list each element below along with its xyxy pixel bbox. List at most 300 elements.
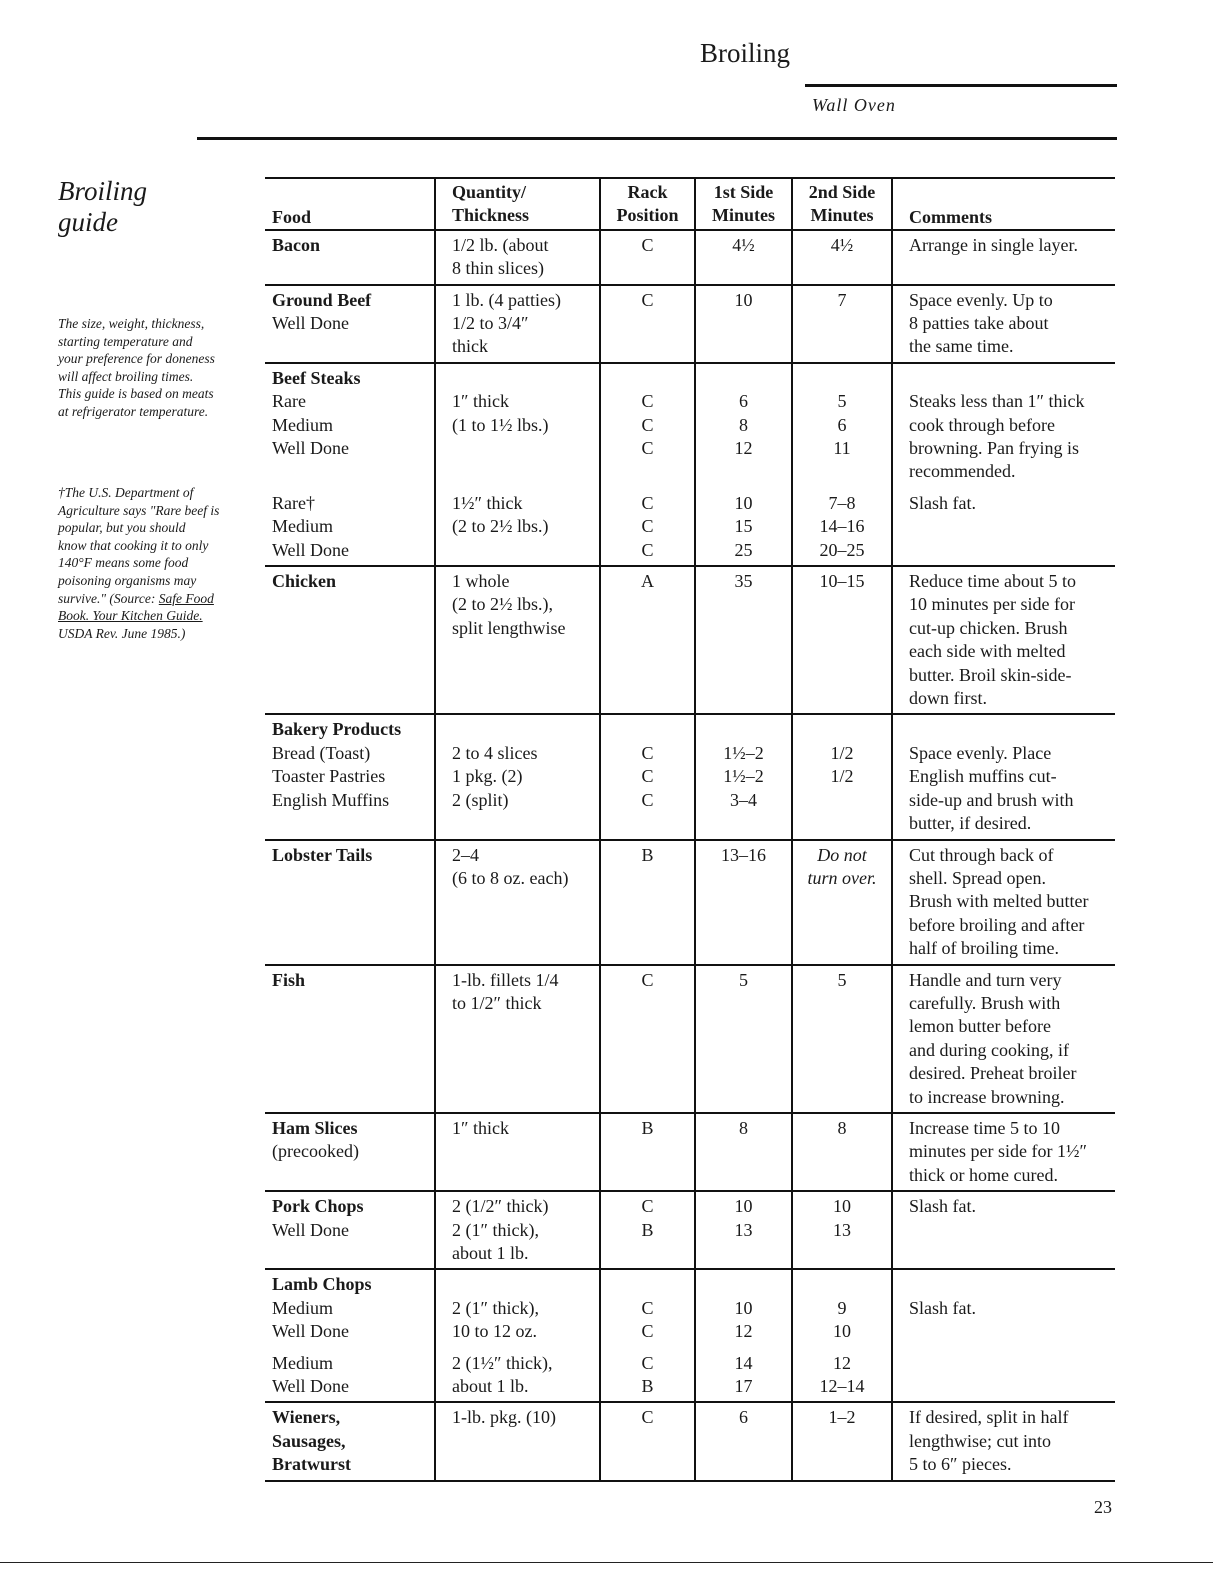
- cell-line: Reduce time about 5 to: [909, 571, 1076, 592]
- cell-line: cut-up chicken. Brush: [909, 617, 1068, 638]
- note-line: popular, but you should: [58, 520, 186, 536]
- cell-line: [607, 460, 688, 483]
- cell-line: [452, 1273, 593, 1296]
- note-line: know that cooking it to only: [58, 537, 209, 553]
- cell-line: 10: [734, 289, 753, 310]
- rack-position-cell: [600, 714, 695, 839]
- cell-line: Medium: [272, 1352, 333, 1373]
- cell-line: 4½: [830, 234, 854, 255]
- cell-line: 1½–2: [723, 766, 764, 787]
- table-row: [265, 840, 1115, 965]
- cell-line: 10: [734, 492, 753, 513]
- cell-line: (1 to 1½ lbs.): [452, 414, 549, 435]
- line-gap: [799, 484, 885, 492]
- table-row: [265, 1113, 1115, 1191]
- note-line: †The U.S. Department of: [58, 485, 194, 500]
- comments-cell: [892, 1269, 1115, 1402]
- cell-line: split lengthwise: [452, 617, 566, 638]
- note-line: This guide is based on meats: [58, 386, 214, 402]
- first-side-minutes-cell: [695, 1191, 792, 1269]
- cell-line: 1/2 to 3/4″: [452, 313, 529, 333]
- rack-position-cell: [600, 840, 695, 965]
- food-cell: [265, 714, 435, 839]
- cell-line: 7: [837, 289, 847, 310]
- cell-line: 1-lb. pkg. (10): [452, 1407, 556, 1428]
- second-side-minutes-cell: [792, 1191, 892, 1269]
- cell-line: recommended.: [909, 461, 1016, 482]
- cell-line: Handle and turn very: [909, 969, 1062, 990]
- food-cell: [265, 840, 435, 965]
- cell-line: Well Done: [272, 313, 350, 333]
- cell-line: Well Done: [272, 438, 350, 459]
- cell-line: [909, 515, 1109, 538]
- cell-line: lengthwise; cut into: [909, 1430, 1051, 1451]
- note-line: poisoning organisms may: [58, 572, 197, 588]
- cell-line: 1 lb. (4 patties): [452, 289, 561, 310]
- cell-line: C: [641, 414, 654, 435]
- second-side-minutes-cell: [792, 566, 892, 714]
- cell-line: minutes per side for 1½″: [909, 1141, 1087, 1162]
- section-heading-line2: guide: [58, 207, 118, 237]
- cell-line: desired. Preheat broiler: [909, 1063, 1077, 1084]
- cell-line: [452, 539, 593, 562]
- cell-line: Rare†: [272, 492, 315, 513]
- cell-line: C: [641, 516, 654, 537]
- table-body: [265, 230, 1115, 1481]
- cell-line: 2 to 4 slices: [452, 742, 538, 763]
- title-rule: [805, 84, 1117, 87]
- line-gap: [909, 484, 1109, 492]
- cell-line: [799, 1273, 885, 1296]
- cell-line: 2 (split): [452, 789, 509, 810]
- cell-line: 1–2: [828, 1407, 856, 1428]
- cell-line: 5: [837, 391, 847, 412]
- quantity-cell: [435, 566, 600, 714]
- cell-line: 13: [734, 1219, 753, 1240]
- rack-position-cell: [600, 566, 695, 714]
- cell-line: Slash fat.: [909, 492, 976, 513]
- rack-position-cell: [600, 1191, 695, 1269]
- cell-line: 25: [734, 539, 753, 560]
- comments-cell: [892, 840, 1115, 965]
- rack-position-cell: [600, 285, 695, 363]
- header-rack: [600, 178, 695, 230]
- cell-line: 20–25: [819, 539, 865, 560]
- cell-line: shell. Spread open.: [909, 867, 1046, 888]
- quantity-cell: [435, 965, 600, 1113]
- cell-line: (precooked): [272, 1141, 359, 1162]
- rack-position-cell: [600, 363, 695, 566]
- cell-line: [702, 718, 785, 741]
- cell-line: browning. Pan frying is: [909, 438, 1079, 459]
- cell-line: Well Done: [272, 539, 350, 560]
- cell-line: Increase time 5 to 10: [909, 1117, 1060, 1138]
- first-side-minutes-cell: [695, 566, 792, 714]
- cell-line: 1/2 lb. (about: [452, 234, 549, 255]
- food-cell: [265, 1113, 435, 1191]
- note-line: will affect broiling times.: [58, 368, 194, 384]
- cell-line: 4½: [732, 234, 755, 255]
- food-cell: [265, 965, 435, 1113]
- cell-line: 17: [734, 1376, 753, 1397]
- cell-line: Toaster Pastries: [272, 766, 386, 787]
- cell-line: Bratwurst: [272, 1454, 351, 1475]
- header-line: Quantity/: [452, 182, 527, 202]
- table-header-row: [265, 178, 1115, 230]
- comments-cell: [892, 714, 1115, 839]
- cell-line: [799, 718, 885, 741]
- cell-line: (2 to 2½ lbs.),: [452, 594, 553, 615]
- table-row: [265, 1191, 1115, 1269]
- cell-line: C: [641, 1321, 654, 1342]
- cell-line: half of broiling time.: [909, 938, 1059, 959]
- cell-line: 13: [833, 1219, 851, 1240]
- food-cell: [265, 230, 435, 285]
- header-rule: [197, 137, 1117, 140]
- broiling-guide-table: [265, 177, 1115, 1482]
- cell-line: butter. Broil skin-side-: [909, 664, 1072, 685]
- quantity-cell: [435, 285, 600, 363]
- cell-line: 15: [734, 516, 753, 537]
- cell-line: Medium: [272, 516, 333, 537]
- quantity-cell: [435, 1269, 600, 1402]
- table-row: [265, 566, 1115, 714]
- usda-footnote: [58, 484, 238, 642]
- header-line: 2nd Side: [808, 182, 876, 202]
- header-line: 1st Side: [713, 182, 774, 202]
- cell-line: turn over.: [807, 867, 877, 888]
- food-cell: [265, 363, 435, 566]
- line-gap: [272, 484, 428, 492]
- table-row: [265, 1269, 1115, 1402]
- cell-line: [909, 539, 1109, 562]
- cell-line: 1 pkg. (2): [452, 766, 523, 787]
- cell-line: carefully. Brush with: [909, 992, 1061, 1013]
- cell-line: C: [641, 438, 654, 459]
- cell-line: Slash fat.: [909, 1196, 976, 1217]
- cell-line: C: [641, 492, 654, 513]
- comments-cell: [892, 285, 1115, 363]
- cell-line: 1½–2: [723, 742, 764, 763]
- cell-line: C: [641, 1407, 654, 1428]
- cell-line: [909, 367, 1109, 390]
- cell-line: 2 (1½″ thick),: [452, 1352, 553, 1373]
- cell-line: 2 (1/2″ thick): [452, 1196, 549, 1217]
- cell-line: 10–15: [819, 571, 865, 592]
- cell-line: If desired, split in half: [909, 1407, 1069, 1428]
- cell-line: 10 to 12 oz.: [452, 1321, 537, 1342]
- cell-line: [702, 460, 785, 483]
- cell-line: (2 to 2½ lbs.): [452, 516, 549, 537]
- note-line: starting temperature and: [58, 333, 193, 349]
- cell-line: [909, 718, 1109, 741]
- cell-line: Lobster Tails: [272, 844, 373, 865]
- line-gap: [272, 1344, 428, 1352]
- cell-line: C: [641, 234, 654, 255]
- rack-position-cell: [600, 1269, 695, 1402]
- cell-line: 7–8: [828, 492, 856, 513]
- note-line: 140°F means some food: [58, 555, 189, 571]
- line-gap: [799, 1344, 885, 1352]
- cell-line: Well Done: [272, 1376, 350, 1397]
- note-line: your preference for doneness: [58, 351, 215, 367]
- first-side-minutes-cell: [695, 1269, 792, 1402]
- cell-line: Fish: [272, 969, 306, 990]
- note-line: Agriculture says "Rare beef is: [58, 502, 220, 518]
- cell-line: C: [641, 1297, 654, 1318]
- quantity-cell: [435, 714, 600, 839]
- cell-line: Bread (Toast): [272, 742, 371, 763]
- cell-line: 1/2: [830, 742, 854, 763]
- cell-line: A: [641, 571, 654, 592]
- cell-line: 1½″ thick: [452, 492, 523, 513]
- cell-line: B: [641, 844, 654, 865]
- cell-line: (6 to 8 oz. each): [452, 867, 569, 888]
- cell-line: [702, 367, 785, 390]
- sidebar-note: [58, 315, 238, 421]
- cell-line: Medium: [272, 1297, 333, 1318]
- line-gap: [607, 1344, 688, 1352]
- quantity-cell: [435, 1191, 600, 1269]
- second-side-minutes-cell: [792, 840, 892, 965]
- cell-line: Arrange in single layer.: [909, 234, 1078, 255]
- cell-line: and during cooking, if: [909, 1039, 1069, 1060]
- cell-line: 6: [739, 391, 748, 412]
- cell-line: Bacon: [272, 234, 321, 255]
- cell-line: [799, 460, 885, 483]
- cell-line: 6: [837, 414, 847, 435]
- section-heading-line1: Broiling: [58, 176, 148, 206]
- line-gap: [452, 484, 593, 492]
- rack-position-cell: [600, 230, 695, 285]
- cell-line: 10 minutes per side for: [909, 594, 1075, 615]
- comments-cell: [892, 1113, 1115, 1191]
- header-comments: Comments: [892, 178, 1115, 230]
- comments-cell: [892, 1402, 1115, 1480]
- note-line: The size, weight, thickness,: [58, 316, 205, 331]
- cell-line: B: [641, 1219, 654, 1240]
- cell-line: English muffins cut-: [909, 766, 1057, 787]
- second-side-minutes-cell: [792, 965, 892, 1113]
- rack-position-cell: [600, 965, 695, 1113]
- rack-position-cell: [600, 1402, 695, 1480]
- cell-line: 1″ thick: [452, 391, 509, 412]
- table-row: [265, 285, 1115, 363]
- header-first-side: [695, 178, 792, 230]
- cell-line: [452, 460, 593, 483]
- cell-line: C: [641, 789, 654, 810]
- cell-line: 12: [833, 1352, 851, 1373]
- cell-line: Beef Steaks: [272, 367, 361, 388]
- header-line: Thickness: [452, 205, 530, 226]
- quantity-cell: [435, 1402, 600, 1480]
- second-side-minutes-cell: [792, 1113, 892, 1191]
- cell-line: Wieners,: [272, 1407, 341, 1428]
- cell-line: [607, 718, 688, 741]
- cell-line: B: [641, 1376, 654, 1397]
- cell-line: to 1/2″ thick: [452, 992, 542, 1013]
- quantity-cell: [435, 1113, 600, 1191]
- quantity-cell: [435, 363, 600, 566]
- cell-line: 10: [734, 1196, 753, 1217]
- cell-line: Chicken: [272, 571, 337, 592]
- bottom-rule: [0, 1562, 1213, 1563]
- cell-line: C: [641, 742, 654, 763]
- cell-line: C: [641, 539, 654, 560]
- cell-line: each side with melted: [909, 641, 1066, 662]
- header-line: Minutes: [810, 205, 874, 226]
- cell-line: about 1 lb.: [452, 1376, 529, 1397]
- line-gap: [452, 1344, 593, 1352]
- line-gap: [702, 484, 785, 492]
- cell-line: 10: [833, 1321, 851, 1342]
- cell-line: C: [641, 391, 654, 412]
- cell-line: 1-lb. fillets 1/4: [452, 969, 559, 990]
- cell-line: 11: [833, 438, 851, 459]
- section-heading: [58, 176, 147, 238]
- cell-line: 8: [739, 414, 748, 435]
- cell-line: thick or home cured.: [909, 1164, 1058, 1185]
- line-gap: [607, 484, 688, 492]
- cell-line: [799, 367, 885, 390]
- note-line: Book. Your Kitchen Guide.: [58, 608, 203, 624]
- cell-line: C: [641, 289, 654, 310]
- cell-line: 12: [734, 438, 753, 459]
- cell-line: B: [641, 1117, 654, 1138]
- cell-line: 5: [739, 969, 748, 990]
- cell-line: 2–4: [452, 844, 479, 865]
- cell-line: [607, 1273, 688, 1296]
- cell-line: Steaks less than 1″ thick: [909, 391, 1085, 412]
- cell-line: 8 thin slices): [452, 258, 544, 279]
- cell-line: 8: [837, 1117, 847, 1138]
- second-side-minutes-cell: [792, 1402, 892, 1480]
- cell-line: Bakery Products: [272, 719, 402, 740]
- comments-cell: [892, 1191, 1115, 1269]
- cell-line: 5 to 6″ pieces.: [909, 1454, 1012, 1475]
- first-side-minutes-cell: [695, 714, 792, 839]
- cell-line: 35: [734, 571, 753, 592]
- cell-line: C: [641, 1352, 654, 1373]
- second-side-minutes-cell: [792, 1269, 892, 1402]
- cell-line: Ground Beef: [272, 289, 372, 310]
- quantity-cell: [435, 840, 600, 965]
- header-line: Position: [616, 205, 679, 226]
- cell-line: 13–16: [721, 844, 766, 865]
- quantity-cell: [435, 230, 600, 285]
- cell-line: C: [641, 766, 654, 787]
- cell-line: [452, 437, 593, 460]
- cell-line: about 1 lb.: [452, 1243, 529, 1263]
- cell-line: [452, 367, 593, 390]
- cell-line: 14: [734, 1352, 753, 1373]
- cell-line: [607, 367, 688, 390]
- cell-line: Well Done: [272, 1219, 350, 1240]
- cell-line: 12–14: [819, 1376, 865, 1397]
- cell-line: lemon butter before: [909, 1016, 1051, 1037]
- page-subtitle: Wall Oven: [812, 95, 896, 115]
- cell-line: Space evenly. Up to: [909, 289, 1053, 310]
- cell-line: [702, 1273, 785, 1296]
- cell-line: Sausages,: [272, 1430, 346, 1451]
- table-row: [265, 363, 1115, 566]
- cell-line: 3–4: [730, 789, 757, 810]
- note-text: survive." (Source:: [58, 590, 159, 606]
- rack-position-cell: [600, 1113, 695, 1191]
- cell-line: thick: [452, 336, 488, 357]
- header-food: Food: [265, 178, 435, 230]
- cell-line: C: [641, 969, 654, 990]
- first-side-minutes-cell: [695, 230, 792, 285]
- first-side-minutes-cell: [695, 1402, 792, 1480]
- line-gap: [702, 1344, 785, 1352]
- second-side-minutes-cell: [792, 230, 892, 285]
- cell-line: the same time.: [909, 336, 1014, 357]
- first-side-minutes-cell: [695, 285, 792, 363]
- source-title: Safe Food: [158, 590, 214, 606]
- comments-cell: [892, 230, 1115, 285]
- food-cell: [265, 566, 435, 714]
- cell-line: side-up and brush with: [909, 789, 1074, 810]
- comments-cell: [892, 965, 1115, 1113]
- note-line: at refrigerator temperature.: [58, 403, 209, 419]
- table-row: [265, 965, 1115, 1113]
- cell-line: 8 patties take about: [909, 313, 1049, 333]
- cell-line: Medium: [272, 414, 333, 435]
- cell-line: 1 whole: [452, 571, 510, 592]
- cell-line: 1/2: [830, 766, 854, 787]
- table-row: [265, 1402, 1115, 1480]
- cell-line: [452, 718, 593, 741]
- cell-line: cook through before: [909, 414, 1055, 435]
- table-row: [265, 714, 1115, 839]
- cell-line: 10: [734, 1297, 753, 1318]
- cell-line: 8: [739, 1117, 748, 1138]
- cell-line: Cut through back of: [909, 844, 1054, 865]
- cell-line: butter, if desired.: [909, 813, 1032, 834]
- second-side-minutes-cell: [792, 285, 892, 363]
- header-second-side: [792, 178, 892, 230]
- cell-line: before broiling and after: [909, 914, 1085, 935]
- cell-line: Pork Chops: [272, 1196, 364, 1217]
- first-side-minutes-cell: [695, 840, 792, 965]
- page-title: Broiling: [700, 38, 791, 68]
- cell-line: 1″ thick: [452, 1117, 509, 1138]
- cell-line: [799, 789, 885, 812]
- cell-line: English Muffins: [272, 789, 390, 810]
- cell-line: Slash fat.: [909, 1297, 976, 1318]
- cell-line: 9: [837, 1297, 847, 1318]
- first-side-minutes-cell: [695, 363, 792, 566]
- cell-line: Rare: [272, 391, 306, 412]
- second-side-minutes-cell: [792, 714, 892, 839]
- food-cell: [265, 1402, 435, 1480]
- food-cell: [265, 1269, 435, 1402]
- cell-line: to increase browning.: [909, 1086, 1065, 1107]
- cell-line: C: [641, 1196, 654, 1217]
- first-side-minutes-cell: [695, 965, 792, 1113]
- header-line: Minutes: [712, 205, 775, 226]
- note-line: [58, 590, 238, 608]
- comments-cell: [892, 566, 1115, 714]
- page-number: 23: [1094, 1497, 1112, 1517]
- cell-line: Brush with melted butter: [909, 891, 1089, 912]
- cell-line: 5: [837, 969, 847, 990]
- second-side-minutes-cell: [792, 363, 892, 566]
- cell-line: Do not: [817, 844, 867, 865]
- cell-line: Lamb Chops: [272, 1274, 372, 1295]
- note-line: USDA Rev. June 1985.): [58, 625, 186, 641]
